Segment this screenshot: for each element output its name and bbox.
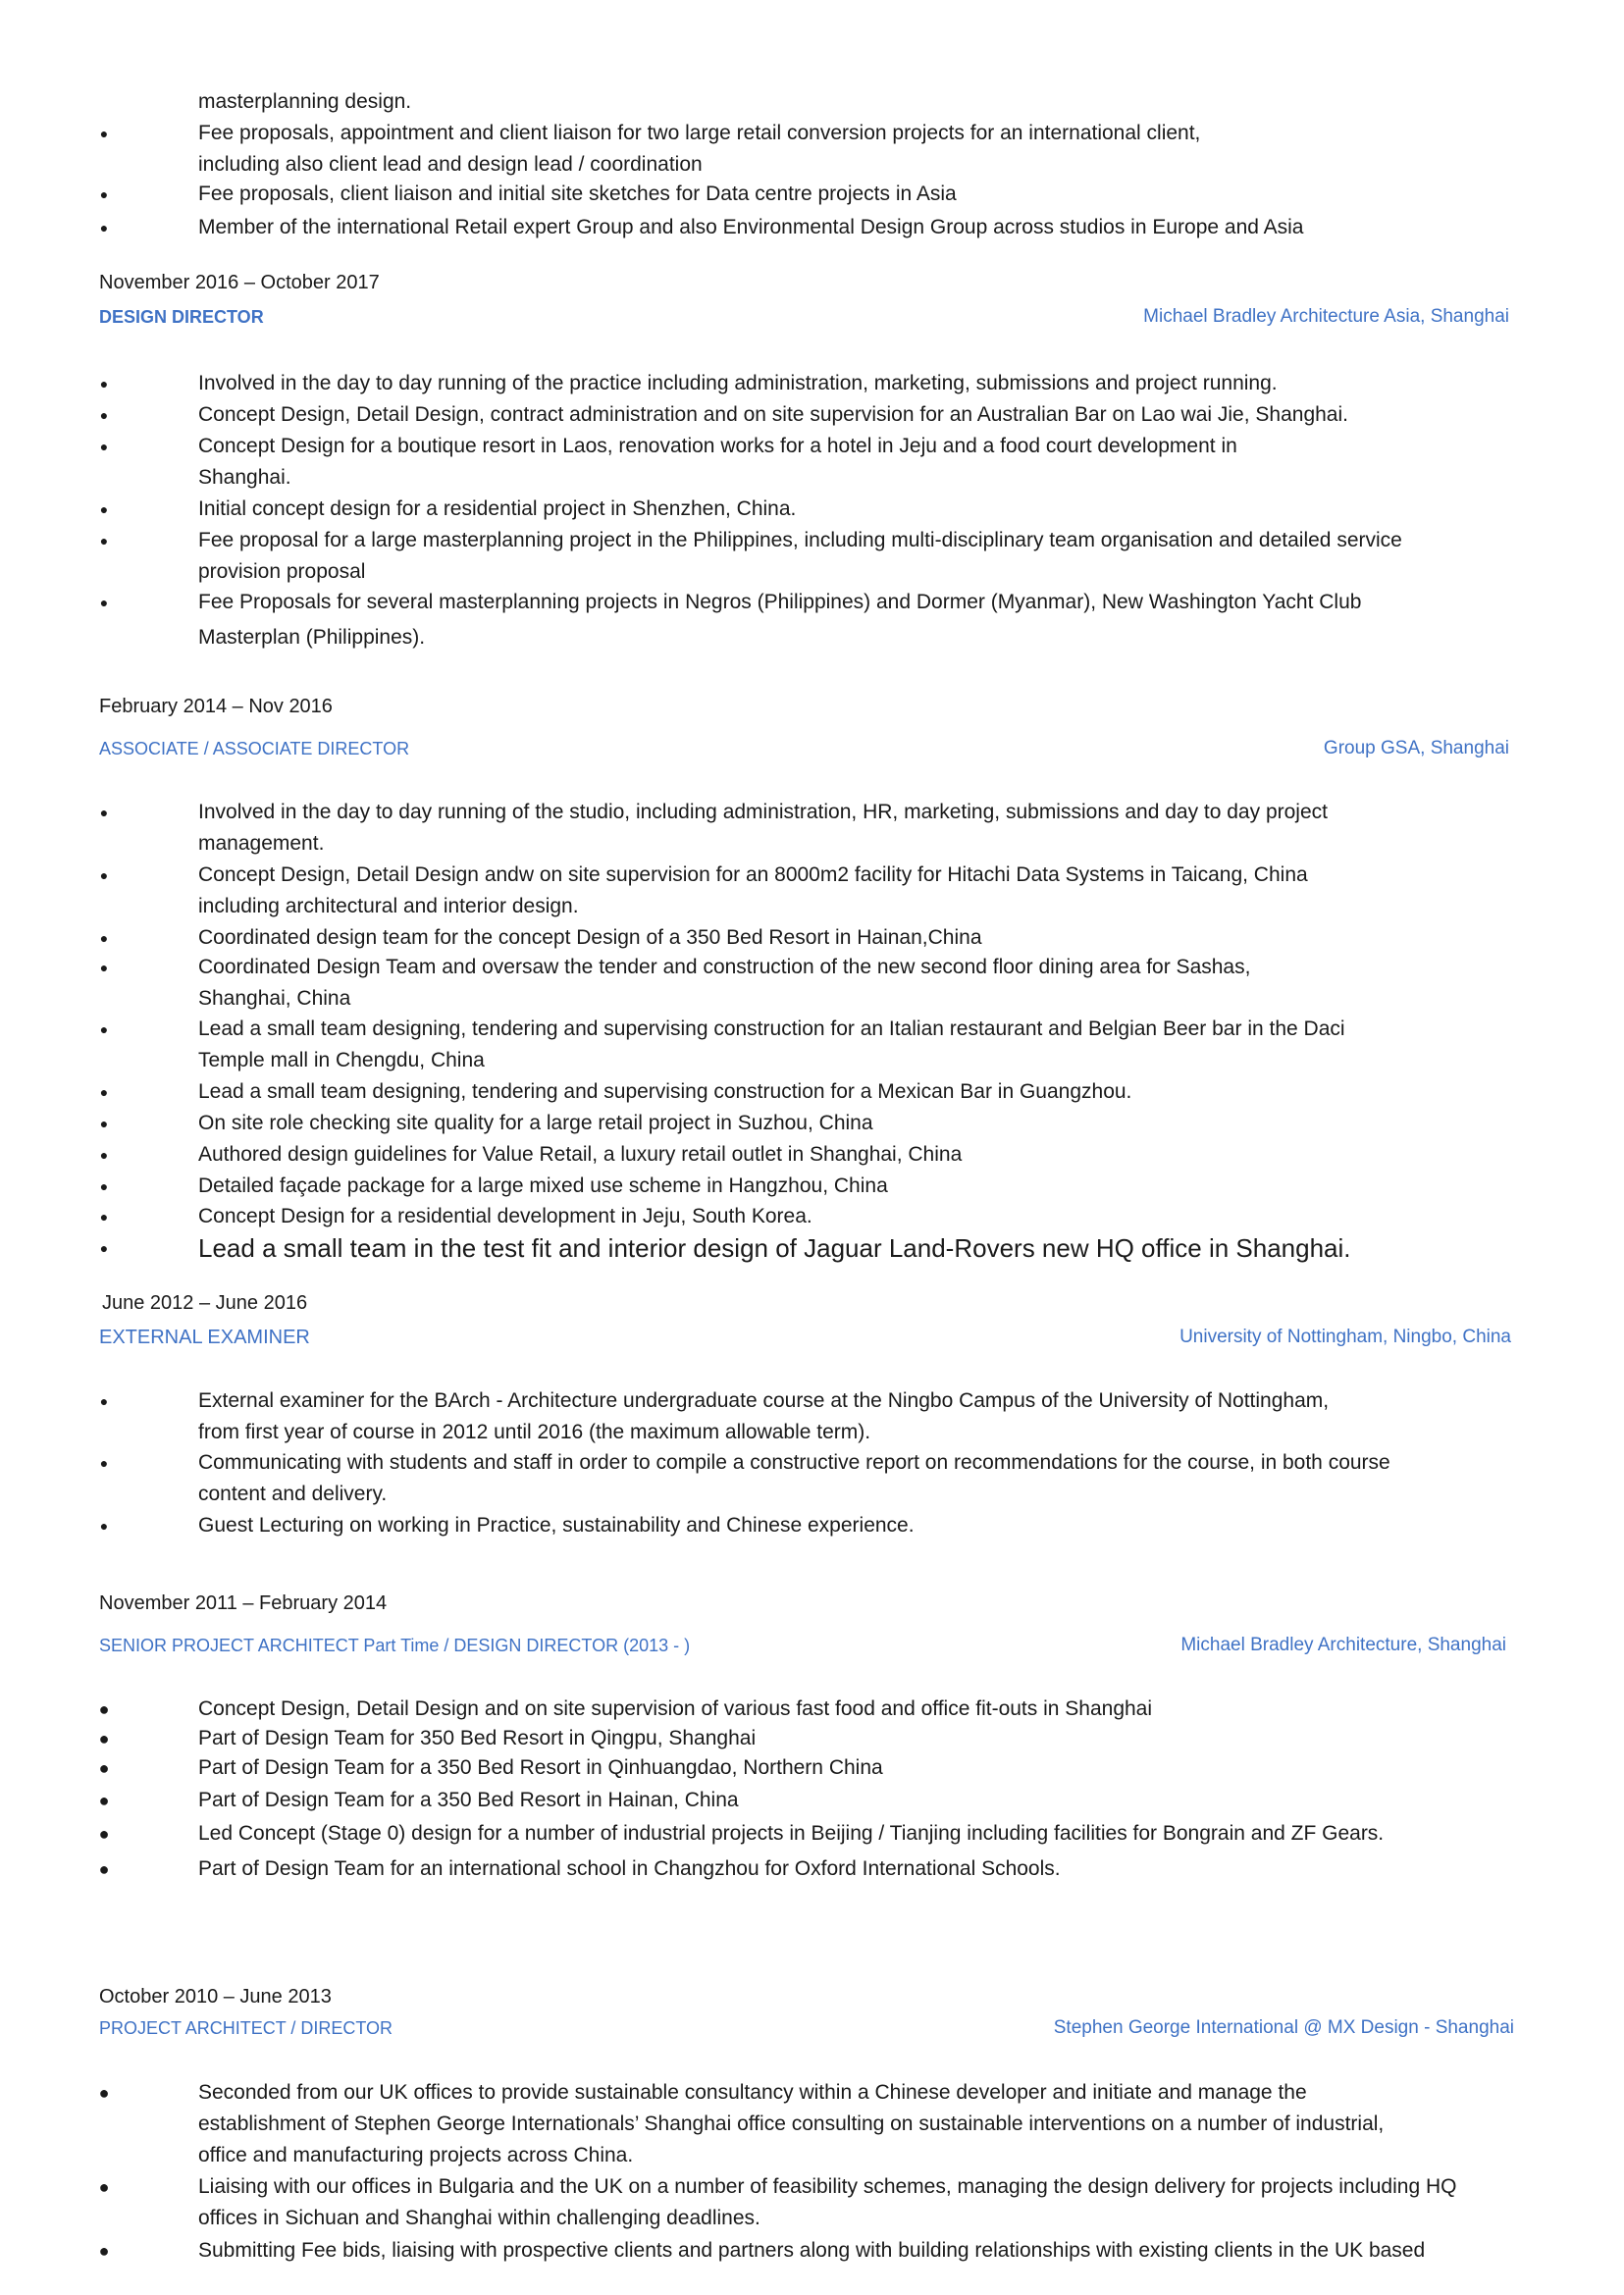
bullet-icon: ● bbox=[98, 1699, 110, 1719]
bullet-icon: ● bbox=[99, 407, 109, 423]
cv-page: masterplanning design. ● Fee proposals, appointment and client liaison for two large retail conversion projects for an international client, including also client lead and design lead / coordination ● Fee proposals, client liaison and initial site sketches for Data centre projects in Asia ● Member of the international Retail expert Group and also Environmental Design Group across studios in Europe and Asia November 2016 – October 2017 DESIGN DIRECTOR Michael Bradley Architecture Asia, Shanghai ● Involved in the day to day running of the practice including administration, marketing, submissions and project running. ● Concept Design, Detail Design, contract administration and on site supervision for an Australian Bar on Lao wai Jie, Shanghai. ● Concept Design for a boutique resort in Laos, renovation works for a hotel in Jeju and a food court development in Shanghai. ● Initial concept design for a residential project in Shenzhen, China. ● Fee proposal for a large masterplanning project in the Philippines, including multi-disciplinary team organisation and detailed service provision proposal ● Fee Proposals for several masterplanning projects in Negros (Philippines) and Dormer (Myanmar), New Washington Yacht Club Masterplan (Philippines). February 2014 – Nov 2016 ASSOCIATE / ASSOCIATE DIRECTOR Group GSA, Shanghai ● Involved in the day to day running of the studio, including administration, HR, marketing, submissions and day to day project management. ● Concept Design, Detail Design andw on site supervision for an 8000m2 facility for Hitachi Data Systems in Taicang, China including architectural and interior design. ● Coordinated design team for the concept Design of a 350 Bed Resort in Hainan,China ● Coordinated Design Team and oversaw the tender and construction of the new second floor dining area for Sashas, Shanghai, China ● Lead a small team designing, tendering and supervising construction for an Italian restaurant and Belgian Beer bar in the Daci Temple mall in Chengdu, China ● Lead a small team designing, tendering and supervising construction for a Mexican Bar in Guangzhou. ● On site role checking site quality for a large retail project in Suzhou, China ● Authored design guidelines for Value Retail, a luxury retail outlet in Shanghai, China ● Detailed façade package for a large mixed use scheme in Hangzhou, China ● Concept Design for a residential development in Jeju, South Korea. ● Lead a small team in the test fit and interior design of Jaguar Land-Rovers new HQ office in Shanghai. June 2012 – June 2016 EXTERNAL EXAMINER University of Nottingham, Ningbo, China ● External examiner for the BArch - Architecture undergraduate course at the Ningbo Campus of the University of Nottingham, from first year of course in 2012 until 2016 (the maximum allowable term). ● Communicating with students and staff in order to compile a constructive report on recommendations for the course, in both course content and delivery. ● Guest Lecturing on working in Practice, sustainability and Chinese experience. November 2011 – February 2014 SENIOR PROJECT ARCHITECT Part Time / DESIGN DIRECTOR (2013 - ) Michael Bradley Architecture, Shanghai ● Concept Design, Detail Design and on site supervision of various fast food and office fit-outs in Shanghai ● Part of Design Team for 350 Bed Resort in Qingpu, Shanghai ● Part of Design Team for a 350 Bed Resort in Qinhuangdao, Northern China ● Part of Design Team for a 350 Bed Resort in Hainan, China ● Led Concept (Stage 0) design for a number of industrial projects in Beijing / Tianjing including facilities for Bongrain and ZF Gears. ● Part of Design Team for an international school in Changzhou for Oxford International Schools. October 2010 – June 2013 PROJECT ARCHITECT / DIRECTOR Stephen George International @ MX Design - Shanghai ● Seconded from our UK offices to provide sustainable consultancy within a Chinese developer and initiate and manage the establishment of Stephen George Internationals’ Shanghai office consulting on sustainable interventions on a number of industrial, office and manufacturing projects across China. ● Liaising with our offices in Bulgaria and the UK on a number of feasibility schemes, managing the design delivery for projects including HQ offices in Sichuan and Shanghai within challenging deadlines. ● Submitting Fee bids, liaising with prospective clients and partners along with building relationships with existing clients in the UK based bbox=[0, 0, 1624, 2295]
bullet-icon: ● bbox=[99, 376, 109, 391]
job-role: DESIGN DIRECTOR bbox=[99, 307, 264, 327]
bullet-icon: ● bbox=[98, 1791, 110, 1810]
bullet-icon: ● bbox=[99, 1116, 109, 1131]
bullet-icon: ● bbox=[99, 867, 109, 883]
job-company: Group GSA, Shanghai bbox=[1323, 738, 1509, 758]
bullet-icon: ● bbox=[99, 1240, 109, 1256]
job-role: ASSOCIATE / ASSOCIATE DIRECTOR bbox=[99, 739, 410, 758]
bullet-icon: ● bbox=[99, 1393, 109, 1409]
bullet-icon: ● bbox=[99, 1084, 109, 1100]
bullet-icon: ● bbox=[98, 2241, 110, 2261]
bullet-icon: ● bbox=[98, 1758, 110, 1778]
bullet-icon: ● bbox=[99, 1209, 109, 1225]
job-company: Michael Bradley Architecture Asia, Shanghai bbox=[1143, 306, 1509, 327]
bullet-icon: ● bbox=[99, 595, 109, 610]
job-company: Stephen George International @ MX Design - Shanghai bbox=[1053, 2017, 1514, 2038]
bullet-icon: ● bbox=[99, 533, 109, 548]
bullet-icon: ● bbox=[98, 1729, 110, 1748]
job-role: EXTERNAL EXAMINER bbox=[99, 1327, 310, 1348]
job-date: November 2016 – October 2017 bbox=[99, 272, 380, 293]
bullet-icon: ● bbox=[99, 1147, 109, 1163]
bullet-icon: ● bbox=[98, 2177, 110, 2197]
bullet-icon: ● bbox=[99, 1178, 109, 1194]
bullet-icon: ● bbox=[98, 1859, 110, 1879]
job-role: SENIOR PROJECT ARCHITECT Part Time / DESIGN DIRECTOR (2013 - ) bbox=[99, 1636, 691, 1655]
job-date: November 2011 – February 2014 bbox=[99, 1592, 388, 1614]
bullet-icon: ● bbox=[99, 439, 109, 454]
job-role: PROJECT ARCHITECT / DIRECTOR bbox=[99, 2018, 393, 2038]
bullet-icon: ● bbox=[99, 501, 109, 517]
bullet-icon: ● bbox=[98, 2083, 110, 2103]
bullet-icon: ● bbox=[99, 930, 109, 946]
bullet-icon: ● bbox=[99, 126, 109, 141]
bullet-icon: ● bbox=[99, 186, 109, 202]
job-company: Michael Bradley Architecture, Shanghai bbox=[1180, 1635, 1506, 1655]
bullet-icon: ● bbox=[98, 1824, 110, 1844]
continuation-line: masterplanning design. bbox=[198, 90, 412, 113]
bullet-icon: ● bbox=[99, 1021, 109, 1037]
job-date: June 2012 – June 2016 bbox=[102, 1292, 308, 1314]
bullet-icon: ● bbox=[99, 1518, 109, 1534]
bullet-icon: ● bbox=[99, 1455, 109, 1471]
job-company: University of Nottingham, Ningbo, China bbox=[1179, 1327, 1511, 1347]
bullet-icon: ● bbox=[99, 960, 109, 975]
job-date: October 2010 – June 2013 bbox=[99, 1986, 332, 2008]
job-date: February 2014 – Nov 2016 bbox=[99, 696, 333, 717]
bullet-icon: ● bbox=[99, 220, 109, 235]
bullet-icon: ● bbox=[99, 805, 109, 820]
